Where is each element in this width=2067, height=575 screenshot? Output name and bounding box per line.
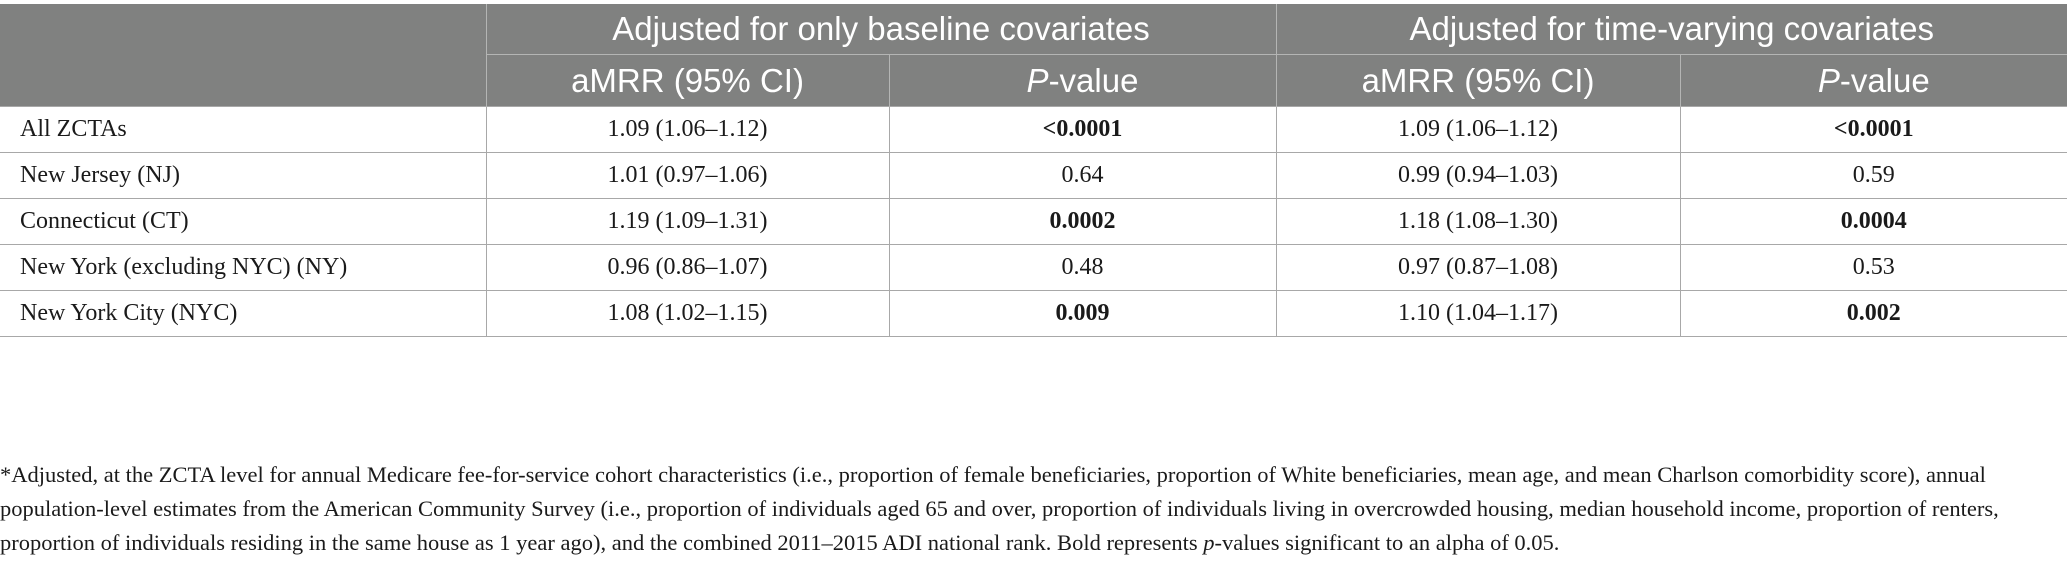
row-label: All ZCTAs	[0, 107, 486, 153]
table-footnote	[0, 458, 2060, 560]
p-italic-letter: P	[1026, 61, 1049, 99]
time-varying-amrr-cell: 1.18 (1.08–1.30)	[1276, 199, 1680, 245]
baseline-amrr-cell: 1.19 (1.09–1.31)	[486, 199, 889, 245]
row-label: New York (excluding NYC) (NY)	[0, 245, 486, 291]
results-table	[0, 4, 2067, 337]
baseline-amrr-cell: 1.08 (1.02–1.15)	[486, 291, 889, 337]
header-time-varying-amrr: aMRR (95% CI)	[1276, 55, 1680, 107]
footnote-main-text: *Adjusted, at the ZCTA level for annual Medicare fee-for-service cohort characteristics (i.e., proportion of female beneficiaries, proportion of White beneficiaries, mean age, and mean Charlson comorbidity score), annual population-level estimates from the American Community Survey (i.e., proportion of individuals aged 65 and over, proportion of individuals living in overcrowded housing, median household income, proportion of renters, proportion of individuals residing in the same house as 1 year ago), and the combined 2011–2015 ADI national rank. Bold represents	[0, 462, 1999, 555]
time-varying-p-value-cell: <0.0001	[1680, 107, 2067, 153]
baseline-p-value-cell: 0.0002	[889, 199, 1276, 245]
header-baseline-amrr: aMRR (95% CI)	[486, 55, 889, 107]
time-varying-p-value-cell: 0.002	[1680, 291, 2067, 337]
baseline-amrr-cell: 1.09 (1.06–1.12)	[486, 107, 889, 153]
baseline-amrr-cell: 0.96 (0.86–1.07)	[486, 245, 889, 291]
row-label: New York City (NYC)	[0, 291, 486, 337]
p-value-suffix: -value	[1839, 61, 1930, 99]
baseline-p-value-cell: 0.48	[889, 245, 1276, 291]
p-value-suffix: -value	[1048, 61, 1139, 99]
time-varying-amrr-cell: 1.10 (1.04–1.17)	[1276, 291, 1680, 337]
time-varying-amrr-cell: 0.97 (0.87–1.08)	[1276, 245, 1680, 291]
table-row	[0, 107, 2067, 153]
header-row-groups	[0, 4, 2067, 55]
table-row	[0, 153, 2067, 199]
results-table-wrapper	[0, 4, 2067, 337]
table-row	[0, 291, 2067, 337]
p-italic-letter: P	[1817, 61, 1840, 99]
baseline-amrr-cell: 1.01 (0.97–1.06)	[486, 153, 889, 199]
table-row	[0, 199, 2067, 245]
header-time-varying-p-value	[1680, 55, 2067, 107]
time-varying-p-value-cell: 0.53	[1680, 245, 2067, 291]
footnote-p-italic: p	[1203, 530, 1215, 555]
header-group-baseline: Adjusted for only baseline covariates	[486, 4, 1276, 55]
time-varying-p-value-cell: 0.59	[1680, 153, 2067, 199]
baseline-p-value-cell: <0.0001	[889, 107, 1276, 153]
row-label: Connecticut (CT)	[0, 199, 486, 245]
time-varying-p-value-cell: 0.0004	[1680, 199, 2067, 245]
table-body	[0, 107, 2067, 337]
baseline-p-value-cell: 0.64	[889, 153, 1276, 199]
footnote-tail-text: -values significant to an alpha of 0.05.	[1214, 530, 1560, 555]
header-baseline-p-value	[889, 55, 1276, 107]
header-corner-cell	[0, 4, 486, 107]
baseline-p-value-cell: 0.009	[889, 291, 1276, 337]
table-row	[0, 245, 2067, 291]
time-varying-amrr-cell: 0.99 (0.94–1.03)	[1276, 153, 1680, 199]
row-label: New Jersey (NJ)	[0, 153, 486, 199]
time-varying-amrr-cell: 1.09 (1.06–1.12)	[1276, 107, 1680, 153]
header-group-time-varying: Adjusted for time-varying covariates	[1276, 4, 2067, 55]
table-header	[0, 4, 2067, 107]
